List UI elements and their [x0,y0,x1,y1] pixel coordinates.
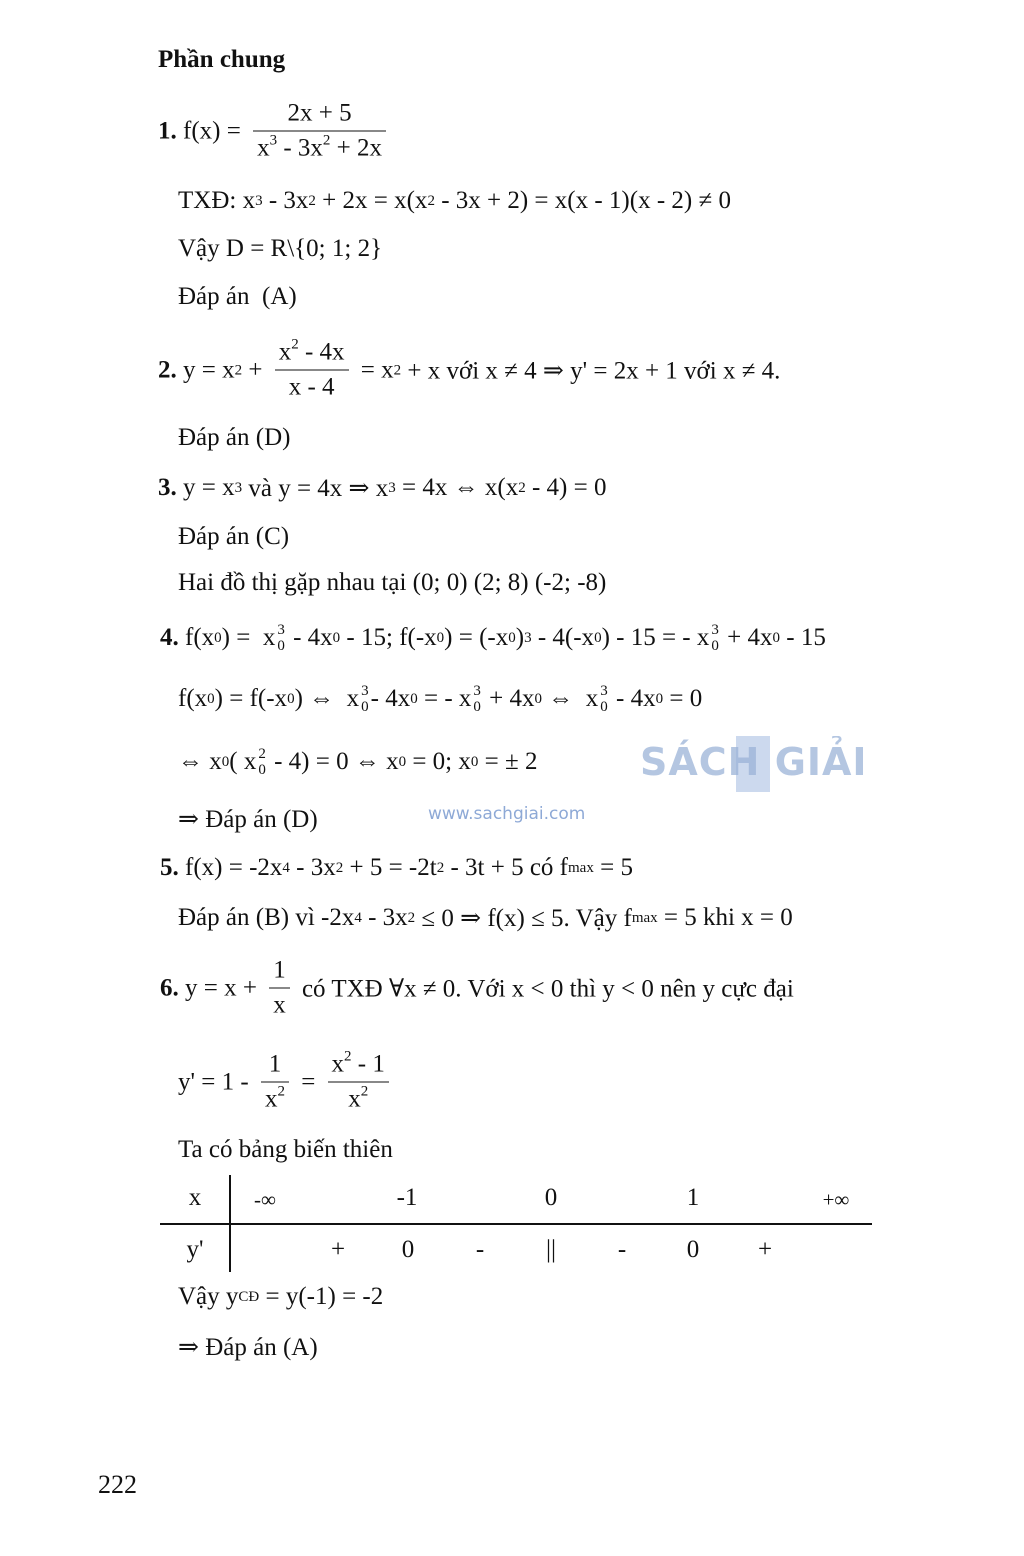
math-text: có TXĐ ∀x ≠ 0. Với x < 0 thì y < 0 nên y cực đại [295,975,794,1002]
math-text: = y(-1) = -2 [259,1283,384,1310]
math-text: ) - 15 = - x [601,624,710,651]
numerator [269,957,290,988]
table-yprime-cell: + [757,1236,773,1263]
math-text: x [264,1085,278,1113]
math-text: = ± 2 [478,748,538,775]
problem-number: 4. [160,624,185,651]
subscript: 0 [473,699,481,715]
table-yprime-cell: 0 [686,1236,700,1263]
denominator [328,1082,389,1114]
math-text: - 4) = 0 [525,474,607,501]
problem-3-answer [178,523,289,551]
math-text: = 5 [593,854,633,881]
table-yprime-cell: || [545,1236,557,1263]
math-text: ) = (-x [444,624,509,651]
superscript: 3 [269,132,278,149]
problem-2-answer [178,424,290,452]
superscript: 3 [361,683,369,699]
denominator [275,370,349,402]
table-x-cell: 1 [686,1184,700,1211]
math-text: = x [354,356,394,383]
math-text: x [278,338,292,366]
math-text: - 15; f(-x [340,624,437,651]
math-text: - 4) = 0 ⇔ x [267,748,399,775]
math-text: Đáp án (B) vì -2x [178,904,355,931]
watermark-url: www.sachgiai.com [428,804,586,824]
watermark-logo-text: SÁCH GIẢI [640,740,868,784]
math-text: và y = 4x ⇒ x [242,475,389,502]
table-x-label: x [188,1184,202,1211]
math-text: 1 [273,956,286,984]
subscript: 0 [361,699,369,715]
stacked-script [277,622,285,654]
math-text: ⇒ Đáp án (D) [178,806,318,833]
table-yprime-label: y' [186,1236,204,1263]
math-text: - 3x [277,134,323,162]
math-text: = 4x ⇔ x(x [395,474,519,501]
math-text: + 4x [482,685,535,712]
math-text: = 5 khi x = 0 [657,904,793,931]
math-text: + x với x ≠ 4 ⇒ y' = 2x + 1 với x ≠ 4. [401,357,781,384]
table-yprime-cell: - [617,1236,627,1263]
math-text: f(x) = [183,117,248,144]
math-text: ) = x [221,624,276,651]
math-text: - 3x + 2) = x(x - 1)(x - 2) ≠ 0 [434,187,731,214]
table-yprime-cell: - [475,1236,485,1263]
numerator [265,1051,286,1082]
superscript: 3 [711,622,719,638]
fraction [269,957,290,1020]
math-text: y = x + [185,974,264,1001]
math-text: Đáp án (D) [178,424,291,451]
math-text: ⇒ Đáp án (A) [178,1334,318,1361]
problem-1-answer [178,283,297,311]
problem-number: 5. [160,854,185,881]
problem-2-solution: 2. y = x 2 + $\frac{x^2 - 4x}{x - 4}$ = x 2 + x với x ≠ 4 ⇒ y' = 2x + 1 với x ≠ 4. [158,336,781,401]
stacked-script [361,683,369,715]
math-text: ⇔ x [178,748,222,775]
math-text: ≤ 0 ⇒ f(x) ≤ 5. Vậy f [415,905,632,932]
superscript: 2 [344,1048,352,1065]
problem-4-solution: 4. f(x 0 ) = x 3 0 - 4x 0 - 15; f(-x 0 ) = (-x 0 ) 3 - 4(-x 0 ) - 15 = - x 3 0 + 4x 0 - 15 [160,622,826,654]
stacked-script [473,683,481,715]
math-text: ) ⇔ x [294,685,360,712]
subscript: 0 [277,638,285,654]
variation-table-caption [178,1136,393,1164]
math-text: x [348,1085,361,1113]
table-yprime-cell: 0 [401,1236,415,1263]
superscript: 2 [277,1083,285,1100]
superscript: 2 [291,336,299,353]
problem-6-derivative [178,1048,395,1114]
math-text: - 3x [361,904,408,931]
problem-4-answer [178,804,318,834]
problem-3-intersections [178,569,606,597]
problem-3-solution: 3. y = x 3 và y = 4x ⇒ x 3 = 4x ⇔ x(x 2 - 4) = 0 [158,474,607,502]
problem-number: 2. [158,356,183,383]
math-text: Đáp án (A) [178,283,297,310]
superscript: 3 [473,683,481,699]
fraction [275,336,349,402]
problem-5-answer: Đáp án (B) vì -2x 4 - 3x 2 ≤ 0 ⇒ f(x) ≤ 5. Vậy f max = 5 khi x = 0 [178,904,793,932]
math-text: x [331,1050,345,1078]
math-text: + 2x [330,134,383,162]
superscript: 2 [258,746,266,762]
problem-number: 3. [158,474,183,501]
math-text: Đáp án (C) [178,523,290,550]
math-text: - 4x [370,685,411,712]
math-text: x - 4 [288,373,335,401]
math-text: + 5 = -2t [343,854,437,881]
table-x-cell: +∞ [822,1187,850,1212]
fraction [261,1051,289,1114]
math-text: ) [515,624,525,651]
table-horizontal-rule [160,1223,872,1225]
superscript: 2 [322,132,331,149]
math-text: - 4x [286,624,333,651]
denominator [261,1082,289,1114]
superscript: 3 [600,683,608,699]
math-text: = 0; x [406,748,471,775]
math-text: Vậy D = R\{0; 1; 2} [178,235,383,262]
math-text: f(x [185,624,215,651]
math-text: 1 [268,1050,282,1078]
math-text: Vậy y [178,1283,239,1310]
problem-4-equation: f(x 0 ) = f(-x 0 ) ⇔ x 3 0 - 4x 0 = - x 3 0 + 4x 0 ⇔ x 3 0 - 4x 0 = 0 [178,683,703,715]
math-text: - 4x [609,685,656,712]
math-text: + 2x = x(x [315,187,428,214]
math-text: x [273,991,286,1019]
section-heading: Phần chung [158,46,286,73]
problem-4-roots: ⇔ x 0 ( x 2 0 - 4) = 0 ⇔ x 0 = 0; x 0 = ± 2 [178,746,538,778]
math-text: - 3x [289,854,336,881]
subscript: 0 [600,699,608,715]
page-number: 222 [98,1470,137,1499]
numerator [328,1048,389,1082]
math-text: y' = 1 - [178,1068,255,1095]
math-text: TXĐ: x [178,187,256,214]
math-text: - 15 [780,624,826,651]
problem-6-max-value: Vậy y CĐ = y(-1) = -2 [178,1283,384,1310]
math-text: Hai đồ thị gặp nhau tại (0; 0) (2; 8) (-2; -8) [178,569,607,596]
table-x-cell: -1 [396,1184,418,1211]
denominator [269,988,290,1020]
problem-1-domain [178,235,382,263]
problem-1-domain-condition: TXĐ: x 3 - 3x 2 + 2x = x(x 2 - 3x + 2) = x(x - 1)(x - 2) ≠ 0 [178,187,731,214]
math-text: - 4(-x [531,624,595,651]
subscript: 0 [711,638,719,654]
fraction [253,100,386,163]
math-text: - 3x [262,187,309,214]
subscript: 0 [258,762,266,778]
numerator [275,336,349,370]
math-text: f(x [178,685,208,712]
problem-number: 6. [160,974,185,1001]
math-text: Ta có bảng biến thiên [178,1136,393,1163]
math-text: - 3t + 5 có f [444,854,569,881]
math-text: f(x) = -2x [185,854,283,881]
math-text: x [257,134,270,162]
fraction [328,1048,389,1114]
stacked-script [711,622,719,654]
table-x-cell: -∞ [254,1187,276,1212]
problem-6-answer [178,1332,318,1362]
math-text: + [242,356,269,383]
math-text: - 1 [351,1050,385,1078]
math-text: = 0 [663,685,703,712]
table-vertical-rule [229,1175,231,1272]
math-text: 2x + 5 [287,99,352,127]
problem-5-solution: 5. f(x) = -2x 4 - 3x 2 + 5 = -2t 2 - 3t + 5 có f max = 5 [160,854,633,881]
math-text: = - x [417,685,472,712]
problem-1-function [158,100,392,163]
superscript: 3 [277,622,285,638]
problem-number: 1. [158,117,183,144]
table-yprime-cell: + [330,1236,346,1263]
math-text: y = x [183,474,235,501]
math-text: ( x [229,748,257,775]
stacked-script [600,683,608,715]
math-text: ⇔ x [542,685,599,712]
math-text: - 4x [298,338,345,366]
table-x-cell: 0 [544,1184,558,1211]
math-text: + 4x [720,624,773,651]
superscript: 2 [360,1083,369,1100]
math-text: = [294,1068,322,1095]
problem-6-solution [160,957,794,1020]
math-text: y = x [183,356,235,383]
stacked-script [258,746,266,778]
math-text: ) = f(-x [214,685,288,712]
numerator [283,100,355,131]
denominator [253,131,386,163]
